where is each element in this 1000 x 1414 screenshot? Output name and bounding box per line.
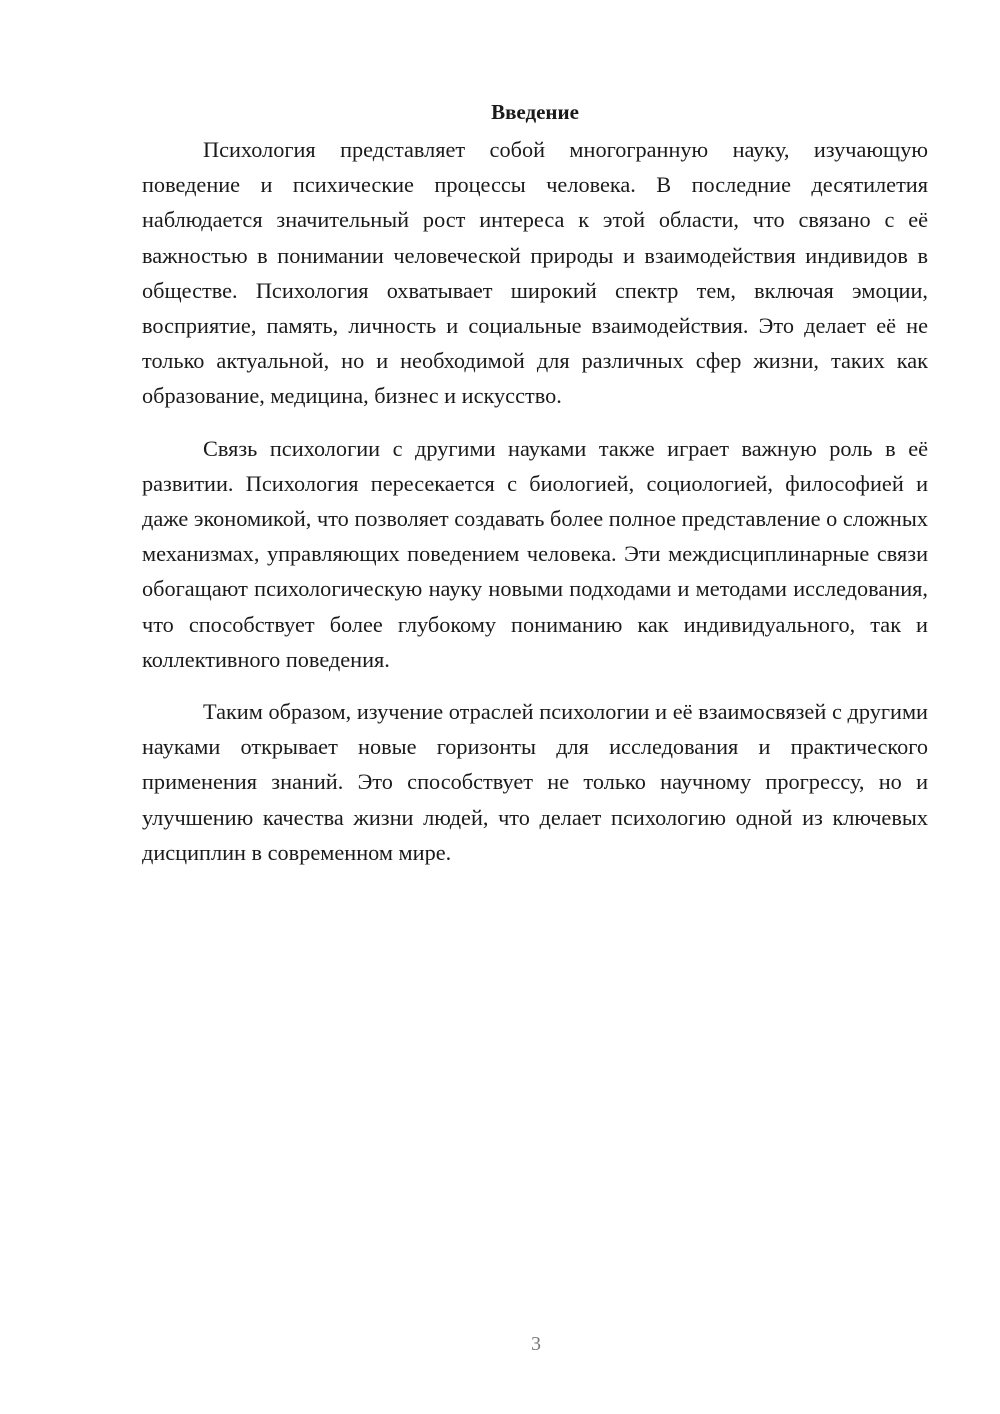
paragraph-interdisciplinary: Связь психологии с другими науками также играет важную роль в её развитии. Психология пересекается с биологией, социологией, философией и даже экономикой, что позволяет создавать более полное представление о сложных механизмах, управляющих поведением человека. Эти междисциплинарные связи обогащают психологическую науку новыми подходами и методами исследования, что способствует более глубокому пониманию как индивидуального, так и коллективного поведения. [142,435,928,672]
paragraph-intro: Психология представляет собой многогранную науку, изучающую поведение и психические процессы человека. В последние десятилетия наблюдается значительный рост интереса к этой области, что связано с её важностью в понимании человеческой природы и взаимодействия индивидов в обществе. Психология охватывает широкий спектр тем, включая эмоции, восприятие, память, личность и социальные взаимодействия. Это делает её не только актуальной, но и необходимой для различных сфер жизни, таких как образование, медицина, бизнес и искусство. [142,137,928,409]
page-number: 3 [531,1333,541,1355]
document-page [142,92,928,870]
section-heading: Введение [491,100,579,124]
paragraph-conclusion: Таким образом, изучение отраслей психологии и её взаимосвязей с другими науками открывает новые горизонты для исследования и практического применения знаний. Это способствует не только научному прогрессу, но и улучшению качества жизни людей, что делает психологию одной из ключевых дисциплин в современном мире. [142,699,928,865]
